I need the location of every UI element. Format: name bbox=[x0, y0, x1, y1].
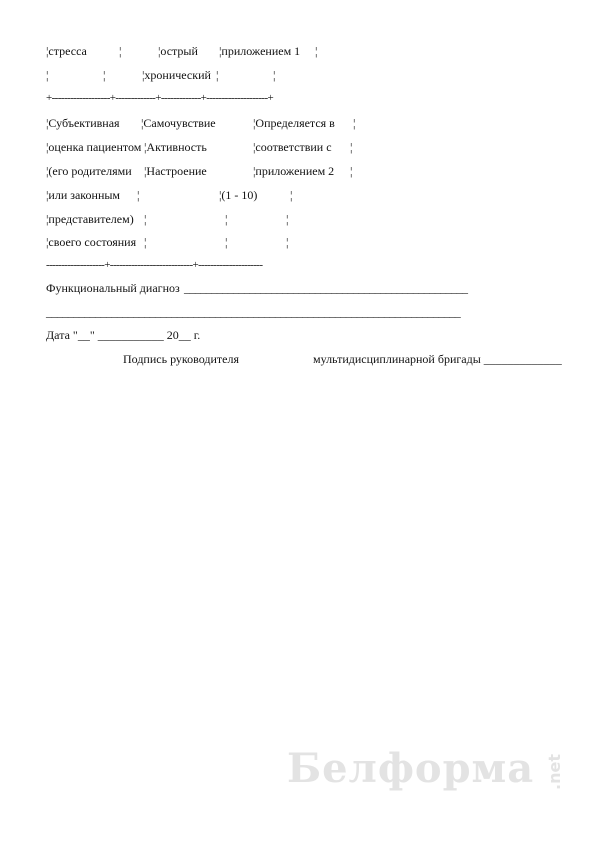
cell-legal: ¦или законным bbox=[46, 188, 121, 202]
cell-mood: ¦Настроение bbox=[144, 164, 207, 178]
signature-label: Подпись руководителя bbox=[123, 352, 239, 366]
cell-border: ¦ bbox=[144, 235, 147, 249]
cell-border: ¦ bbox=[273, 68, 276, 82]
cell-subjective: ¦Субъективная bbox=[46, 116, 120, 130]
cell-border: ¦ bbox=[225, 235, 228, 249]
cell-chronic: ¦хронический bbox=[142, 68, 211, 82]
cell-appendix-1: ¦приложением 1 bbox=[219, 44, 301, 58]
cell-own-condition: ¦своего состояния bbox=[46, 235, 137, 249]
cell-appendix-2: ¦приложением 2 bbox=[253, 164, 335, 178]
cell-border: ¦ bbox=[286, 235, 289, 249]
functional-diagnosis-label: Функциональный диагноз bbox=[46, 281, 180, 295]
cell-wellbeing: ¦Самочувствие bbox=[141, 116, 216, 130]
date-line: Дата "__" ___________ 20__ г. bbox=[46, 328, 201, 342]
cell-acute: ¦острый bbox=[158, 44, 198, 58]
cell-border: ¦ bbox=[216, 68, 219, 82]
functional-diagnosis-line-2: ____________________________________________________________________________ bbox=[46, 305, 461, 319]
cell-determined: ¦Определяется в bbox=[253, 116, 335, 130]
cell-stress: ¦стресса bbox=[46, 44, 87, 58]
cell-border: ¦ bbox=[119, 44, 122, 58]
cell-border: ¦ bbox=[290, 188, 293, 202]
functional-diagnosis-line: ____________________________________________________ bbox=[184, 281, 468, 295]
cell-border: ¦ bbox=[315, 44, 318, 58]
signature-brigade: мультидисциплинарной бригады _____________ bbox=[313, 352, 562, 366]
cell-border: ¦ bbox=[103, 68, 106, 82]
table-bottom-separator: -------------------+---------------------------+--------------------- bbox=[46, 259, 263, 271]
cell-border: ¦ bbox=[225, 212, 228, 226]
cell-border: ¦ bbox=[137, 188, 140, 202]
cell-border: ¦ bbox=[353, 116, 356, 130]
cell-patient-assessment: ¦оценка пациентом bbox=[46, 140, 142, 154]
cell-border: ¦ bbox=[350, 164, 353, 178]
cell-scale: ¦(1 - 10) bbox=[219, 188, 258, 202]
cell-border: ¦ bbox=[286, 212, 289, 226]
cell-border: ¦ bbox=[46, 68, 49, 82]
cell-border: ¦ bbox=[350, 140, 353, 154]
watermark-suffix: .net bbox=[545, 754, 564, 790]
cell-according: ¦соответствии с bbox=[253, 140, 332, 154]
cell-border: ¦ bbox=[144, 212, 147, 226]
table-separator: +-------------------+-------------+-------------+--------------------+ bbox=[46, 92, 274, 104]
watermark-logo: Белформа bbox=[287, 745, 535, 792]
cell-representative: ¦представителем) bbox=[46, 212, 134, 226]
cell-parents: ¦(его родителями bbox=[46, 164, 132, 178]
cell-activity: ¦Активность bbox=[144, 140, 207, 154]
